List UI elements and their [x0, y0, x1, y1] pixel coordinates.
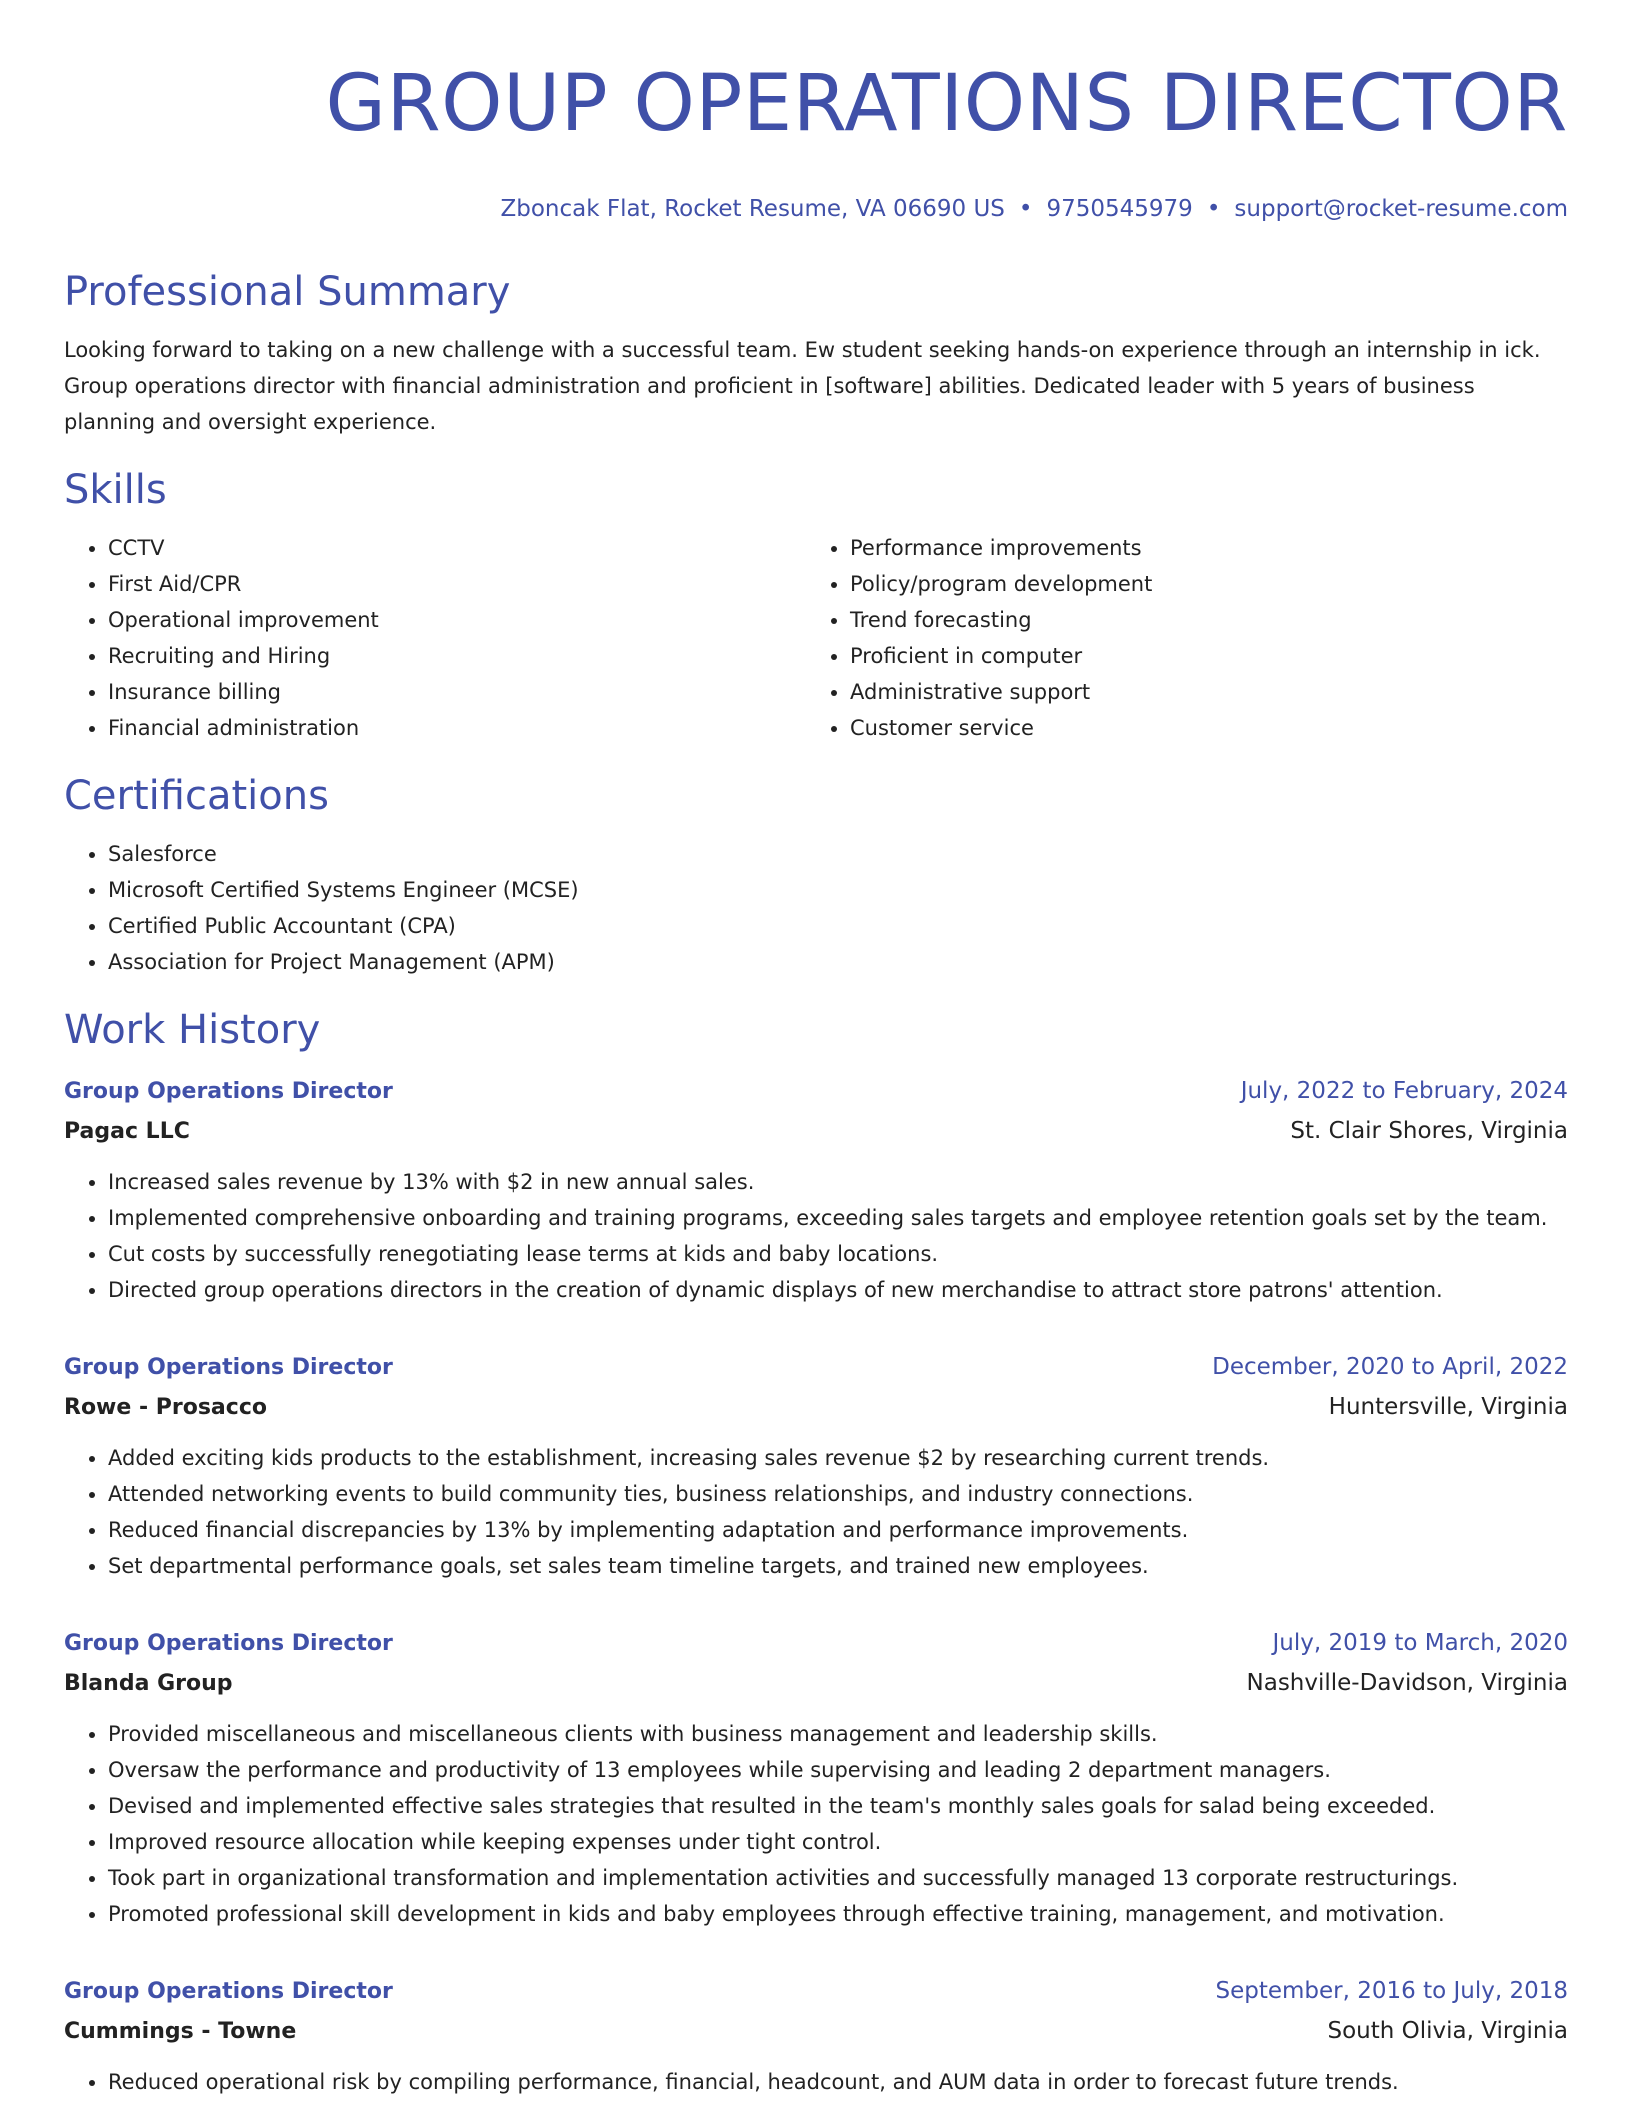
skill-item: • Financial administration: [108, 710, 806, 746]
job-company: Rowe - Prosacco: [64, 1395, 267, 1420]
skill-item: • Proficient in computer: [850, 638, 1548, 674]
job-location: Nashville-Davidson, Virginia: [1246, 1670, 1568, 1696]
skill-item: • Administrative support: [850, 674, 1548, 710]
job-bullets: [64, 1716, 1568, 1932]
job-company-row: [64, 1387, 1568, 1428]
job-bullet: • Took part in organizational transformation and implementation activities and successfully managed 13 corporate restructurings.: [108, 1860, 1568, 1896]
skill-item: • First Aid/CPR: [108, 566, 806, 602]
job-bullet: • Implemented comprehensive onboarding and training programs, exceeding sales targets and employee retention goals set by the team.: [108, 1200, 1568, 1236]
contact-phone: 9750545979: [1046, 196, 1193, 222]
job-header-row: [64, 1972, 1568, 2011]
skill-item: • CCTV: [108, 530, 806, 566]
job-company: Blanda Group: [64, 1671, 233, 1696]
job-company-row: [64, 2011, 1568, 2052]
skill-item: • Insurance billing: [108, 674, 806, 710]
skills-list-left: [64, 530, 806, 746]
job-dates: July, 2022 to February, 2024: [1240, 1078, 1568, 1104]
job-header-row: [64, 1624, 1568, 1663]
contact-address: Zboncak Flat, Rocket Resume, VA 06690 US: [500, 196, 1005, 222]
job-company: Cummings - Towne: [64, 2019, 297, 2044]
job-company-row: [64, 1663, 1568, 1704]
job-bullets: [64, 2064, 1568, 2100]
job-entry: [64, 1972, 1568, 2100]
job-bullet: • Reduced financial discrepancies by 13% by implementing adaptation and performance improvements.: [108, 1512, 1568, 1548]
skills-list-right: [806, 530, 1548, 746]
skills-columns: [64, 530, 1568, 746]
certification-item: • Certified Public Accountant (CPA): [108, 908, 1568, 944]
job-bullet: • Added exciting kids products to the establishment, increasing sales revenue $2 by researching current trends.: [108, 1440, 1568, 1476]
job-bullet: • Improved resource allocation while keeping expenses under tight control.: [108, 1824, 1568, 1860]
job-dates: December, 2020 to April, 2022: [1212, 1354, 1568, 1380]
contact-line: [64, 194, 1568, 224]
job-bullet: • Oversaw the performance and productivity of 13 employees while supervising and leading 2 department managers.: [108, 1752, 1568, 1788]
job-bullet: • Reduced operational risk by compiling performance, financial, headcount, and AUM data in order to forecast future trends.: [108, 2064, 1568, 2100]
certifications-list: [64, 836, 1568, 980]
job-bullet: • Set departmental performance goals, set sales team timeline targets, and trained new employees.: [108, 1548, 1568, 1584]
job-company-row: [64, 1111, 1568, 1152]
job-bullet: • Devised and implemented effective sales strategies that resulted in the team's monthly sales goals for salad being exceeded.: [108, 1788, 1568, 1824]
job-header-row: [64, 1348, 1568, 1387]
job-company: Pagac LLC: [64, 1119, 190, 1144]
job-bullet: • Promoted professional skill development in kids and baby employees through effective training, management, and motivation.: [108, 1896, 1568, 1932]
resume-name: GROUP OPERATIONS DIRECTOR: [325, 59, 1568, 149]
summary-text: Looking forward to taking on a new challenge with a successful team. Ew student seeking hands-on experience through an internship in ick. Group operations director with financial administration and proficient in [software] abilities. Dedicated leader with 5 years of business planning and oversight experience.: [64, 338, 1541, 434]
contact-separator: •: [1206, 196, 1221, 222]
job-bullet: • Directed group operations directors in the creation of dynamic displays of new merchandise to attract store patrons' attention.: [108, 1272, 1568, 1308]
job-title: Group Operations Director: [64, 1355, 393, 1380]
summary-heading: Professional Summary: [64, 269, 511, 315]
job-header-row: [64, 1072, 1568, 1111]
certification-item: • Microsoft Certified Systems Engineer (MCSE): [108, 872, 1568, 908]
certification-item: • Association for Project Management (APM): [108, 944, 1568, 980]
skill-item: • Policy/program development: [850, 566, 1548, 602]
job-bullet: • Cut costs by successfully renegotiating lease terms at kids and baby locations.: [108, 1236, 1568, 1272]
work-history-heading: Work History: [64, 1007, 321, 1053]
skills-column-left: [64, 530, 806, 746]
contact-separator: •: [1018, 196, 1033, 222]
job-location: St. Clair Shores, Virginia: [1290, 1118, 1568, 1144]
job-title: Group Operations Director: [64, 1631, 393, 1656]
job-entry: [64, 1348, 1568, 1584]
job-dates: September, 2016 to July, 2018: [1215, 1978, 1568, 2004]
job-title: Group Operations Director: [64, 1979, 393, 2004]
job-entry: [64, 1072, 1568, 1308]
job-bullets: [64, 1164, 1568, 1308]
skill-item: • Trend forecasting: [850, 602, 1548, 638]
skill-item: • Recruiting and Hiring: [108, 638, 806, 674]
job-bullets: [64, 1440, 1568, 1584]
job-bullet: • Increased sales revenue by 13% with $2 in new annual sales.: [108, 1164, 1568, 1200]
job-location: Huntersville, Virginia: [1328, 1394, 1568, 1420]
job-entry: [64, 1624, 1568, 1932]
skill-item: • Performance improvements: [850, 530, 1548, 566]
contact-email: support@rocket-resume.com: [1234, 196, 1568, 222]
skills-heading: Skills: [64, 467, 167, 513]
certifications-heading: Certifications: [64, 773, 329, 819]
skills-column-right: [806, 530, 1548, 746]
skill-item: • Customer service: [850, 710, 1548, 746]
job-bullet: • Provided miscellaneous and miscellaneous clients with business management and leadership skills.: [108, 1716, 1568, 1752]
skill-item: • Operational improvement: [108, 602, 806, 638]
job-dates: July, 2019 to March, 2020: [1272, 1630, 1568, 1656]
certification-item: • Salesforce: [108, 836, 1568, 872]
job-title: Group Operations Director: [64, 1079, 393, 1104]
job-location: South Olivia, Virginia: [1327, 2018, 1568, 2044]
job-bullet: • Attended networking events to build community ties, business relationships, and industry connections.: [108, 1476, 1568, 1512]
